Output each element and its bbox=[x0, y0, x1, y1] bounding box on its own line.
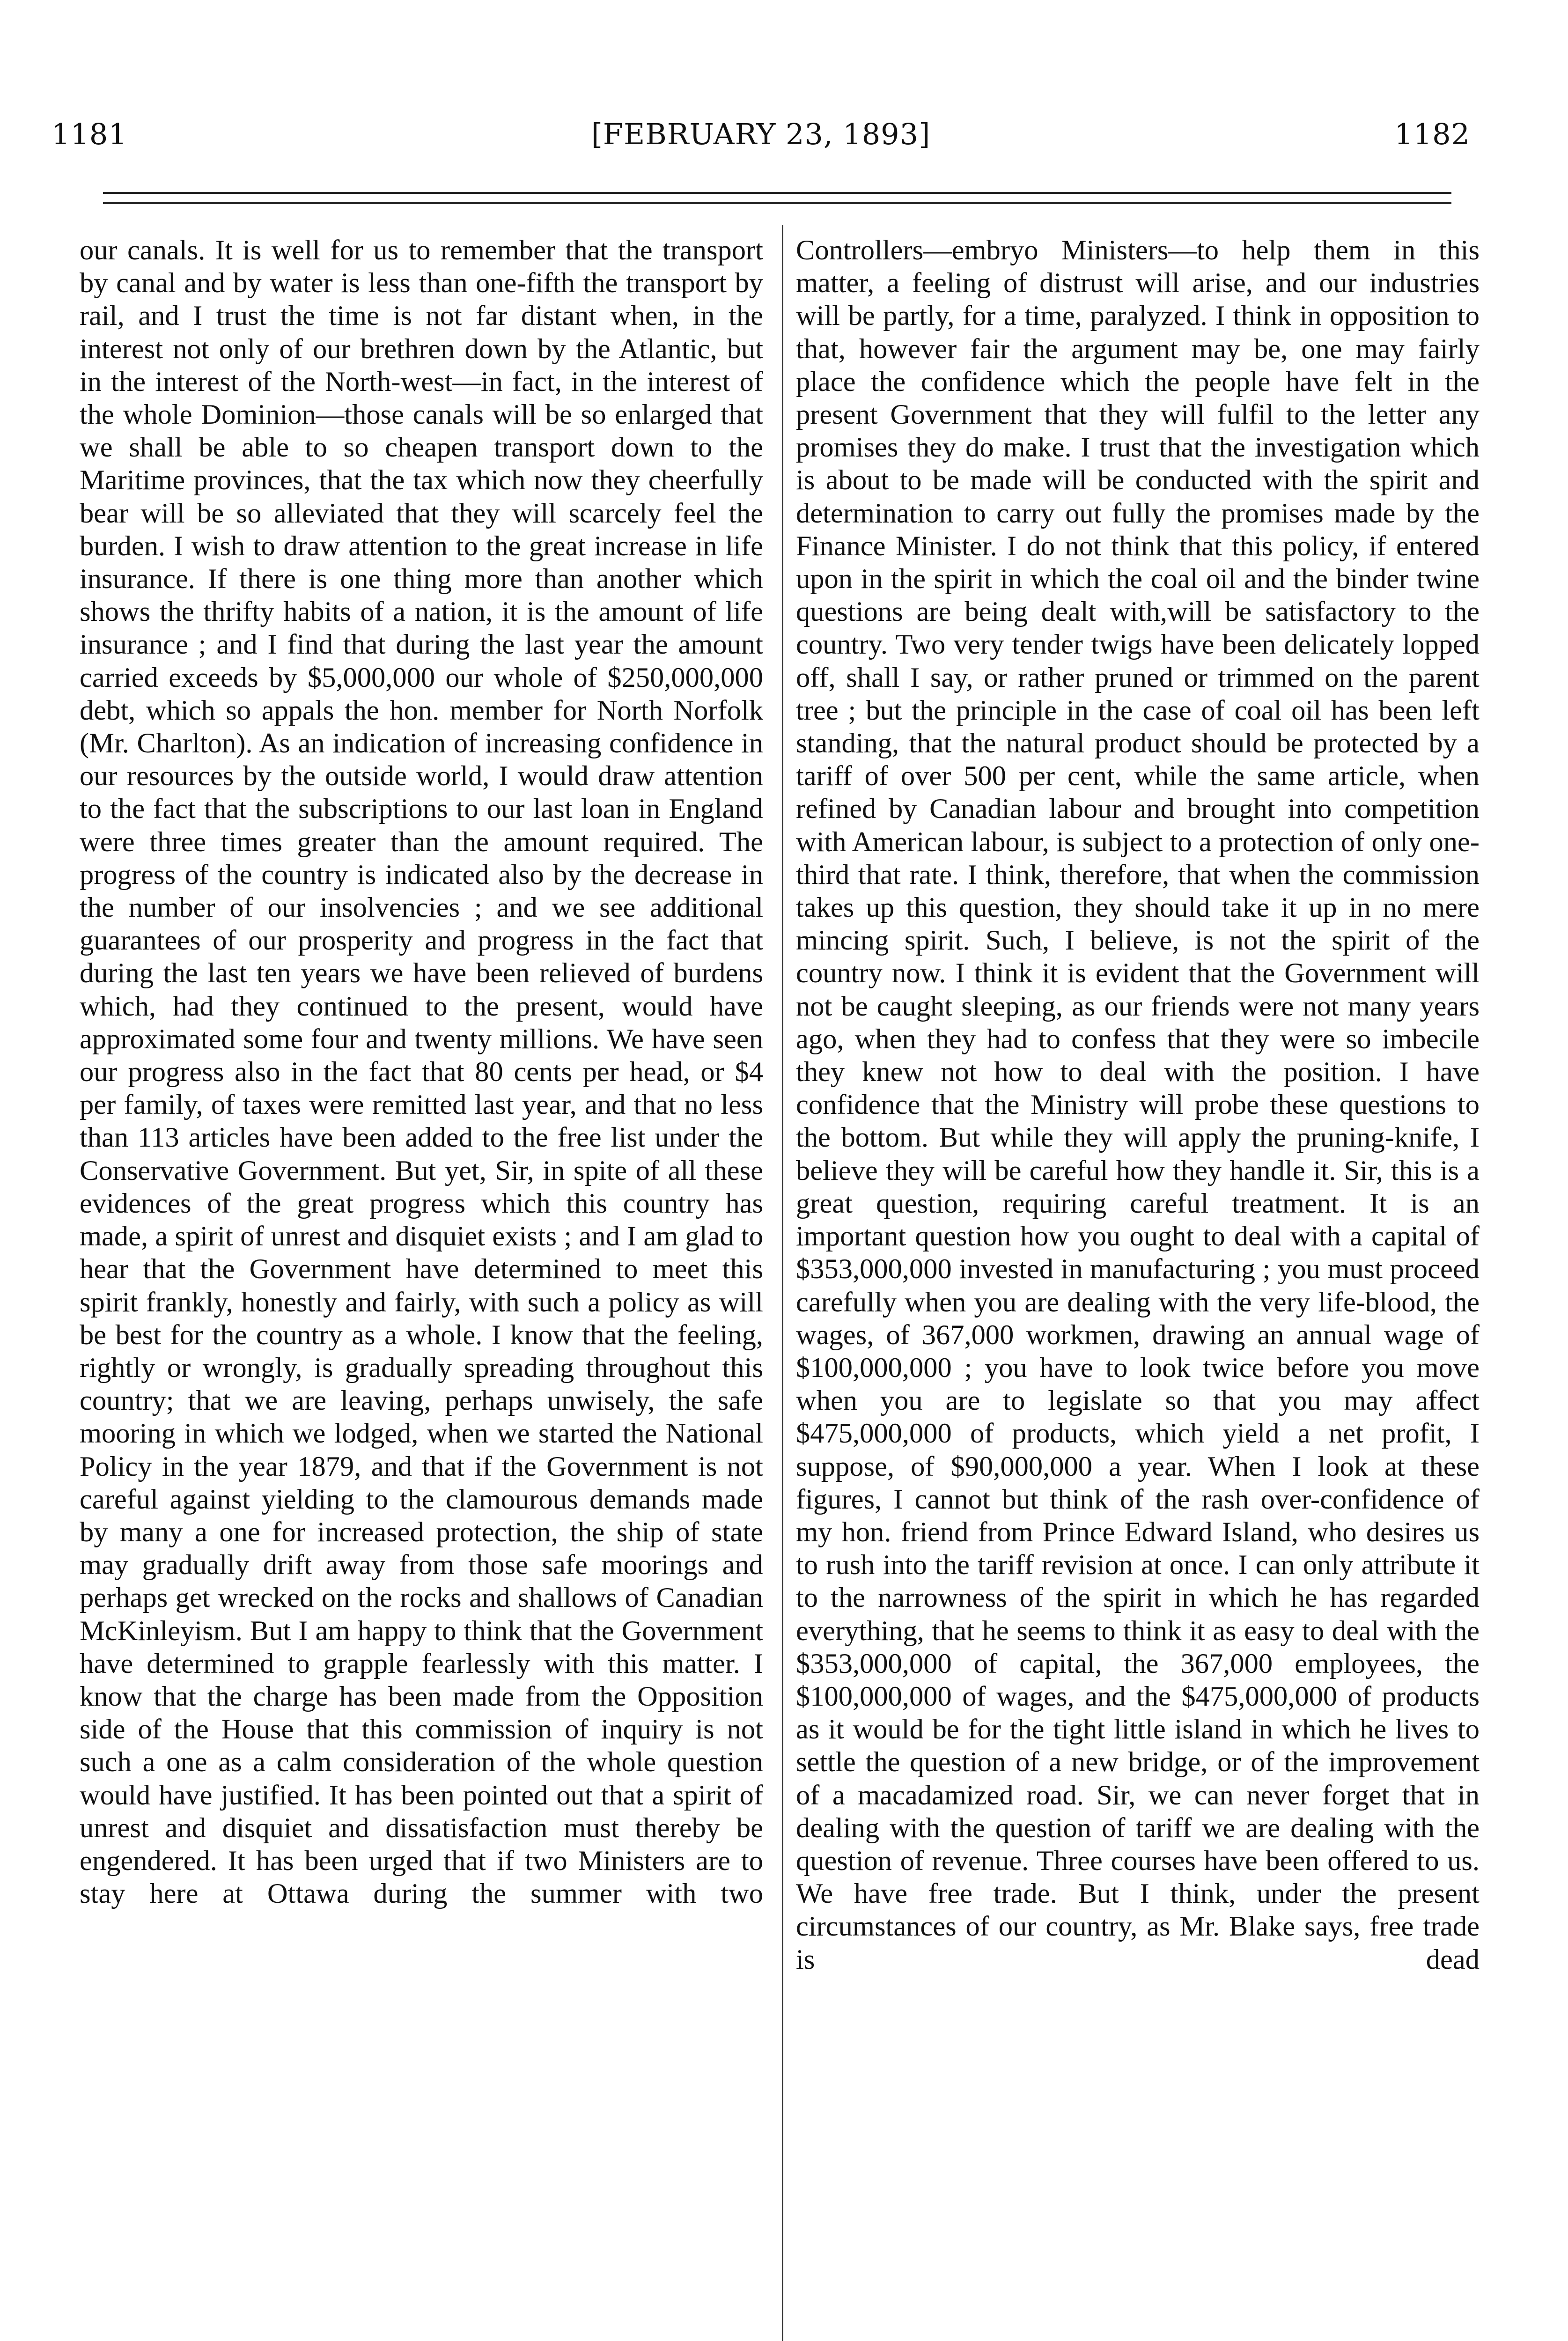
column-divider bbox=[782, 225, 783, 2341]
right-page-number: 1182 bbox=[1394, 117, 1470, 151]
header-rule-bottom bbox=[103, 202, 1451, 204]
page-date: [FEBRUARY 23, 1893] bbox=[591, 117, 931, 151]
header-rule-top bbox=[103, 192, 1451, 194]
left-column bbox=[80, 234, 763, 2341]
right-column-text: Controllers—embryo Ministers—to help them in this matter, a feeling of distrust will arise, and our industries will be partly, for a time, paralyzed. I think in opposition to that, however fair the argument may be, one may fairly place the confidence which the people have felt in the present Government that they will fulfil to the letter any promises they do make. I trust that the investigation which is about to be made will be conducted with the spirit and determination to carry out fully the promises made by the Finance Minister. I do not think that this policy, if entered upon in the spirit in which the coal oil and the binder twine questions are being dealt with,will be satisfactory to the country. Two very tender twigs have been delicately lopped off, shall I say, or rather pruned or trimmed on the parent tree ; but the principle in the case of coal oil has been left standing, that the natural product should be protected by a tariff of over 500 per cent, while the same article, when refined by Canadian labour and brought into competition with American labour, is subject to a protection of only one-third that rate. I think, therefore, that when the commission takes up this question, they should take it up in no mere mincing spirit. Such, I believe, is not the spirit of the country now. I think it is evident that the Government will not be caught sleeping, as our friends were not many years ago, when they had to confess that they were so imbecile they knew not how to deal with the position. I have confidence that the Ministry will probe these questions to the bottom. But while they will apply the pruning-knife, I believe they will be careful how they handle it. Sir, this is a great question, requiring careful treatment. It is an important question how you ought to deal with a capital of $353,000,000 invested in manufacturing ; you must proceed carefully when you are dealing with the very life-blood, the wages, of 367,000 workmen, drawing an annual wage of $100,000,000 ; you have to look twice before you move when you are to legislate so that you may affect $475,000,000 of products, which yield a net profit, I suppose, of $90,000,000 a year. When I look at these figures, I cannot but think of the rash over-confidence of my hon. friend from Prince Edward Island, who desires us to rush into the tariff revision at once. I can only attribute it to the narrowness of the spirit in which he has regarded everything, that he seems to think it as easy to deal with the $353,000,000 of capital, the 367,000 employees, the $100,000,000 of wages, and the $475,000,000 of products as it would be for the tight little island in which he lives to settle the question of a new bridge, or of the improvement of a macadamized road. Sir, we can never forget that in dealing with the question of tariff we are dealing with the question of revenue. Three courses have been offered to us. We have free trade. But I think, under the present circumstances of our country, as Mr. Blake says, free trade is dead bbox=[796, 235, 1480, 1975]
left-column-text: our canals. It is well for us to remember that the transport by canal and by water is less than one-fifth the transport by rail, and I trust the time is not far distant when, in the interest not only of our brethren down by the Atlantic, but in the interest of the North-west—in fact, in the interest of the whole Dominion—those canals will be so enlarged that we shall be able to so cheapen transport down to the Maritime provinces, that the tax which now they cheerfully bear will be so alleviated that they will scarcely feel the burden. I wish to draw attention to the great increase in life insurance. If there is one thing more than another which shows the thrifty habits of a nation, it is the amount of life insurance ; and I find that during the last year the amount carried exceeds by $5,000,000 our whole of $250,000,000 debt, which so appals the hon. member for North Norfolk (Mr. Charlton). As an indication of increasing confidence in our resources by the outside world, I would draw attention to the fact that the subscriptions to our last loan in England were three times greater than the amount required. The progress of the country is indicated also by the decrease in the number of our insolvencies ; and we see additional guarantees of our prosperity and progress in the fact that during the last ten years we have been relieved of burdens which, had they continued to the present, would have approximated some four and twenty millions. We have seen our progress also in the fact that 80 cents per head, or $4 per family, of taxes were remitted last year, and that no less than 113 articles have been added to the free list under the Conservative Government. But yet, Sir, in spite of all these evidences of the great progress which this country has made, a spirit of unrest and disquiet exists ; and I am glad to hear that the Government have determined to meet this spirit frankly, honestly and fairly, with such a policy as will be best for the country as a whole. I know that the feeling, rightly or wrongly, is gradually spreading throughout this country; that we are leaving, perhaps unwisely, the safe mooring in which we lodged, when we started the National Policy in the year 1879, and that if the Government is not careful against yielding to the clamourous demands made by many a one for increased protection, the ship of state may gradually drift away from those safe moorings and perhaps get wrecked on the rocks and shallows of Canadian McKinleyism. But I am happy to think that the Government have determined to grapple fearlessly with this matter. I know that the charge has been made from the Opposition side of the House that this commission of inquiry is not such a one as a calm consideration of the whole question would have justified. It has been pointed out that a spirit of unrest and disquiet and dissatisfaction must thereby be engendered. It has been urged that if two Ministers are to stay here at Ottawa during the summer with two bbox=[80, 235, 763, 1910]
page-header bbox=[52, 117, 1470, 169]
right-column bbox=[796, 234, 1480, 2341]
left-page-number: 1181 bbox=[52, 117, 127, 151]
